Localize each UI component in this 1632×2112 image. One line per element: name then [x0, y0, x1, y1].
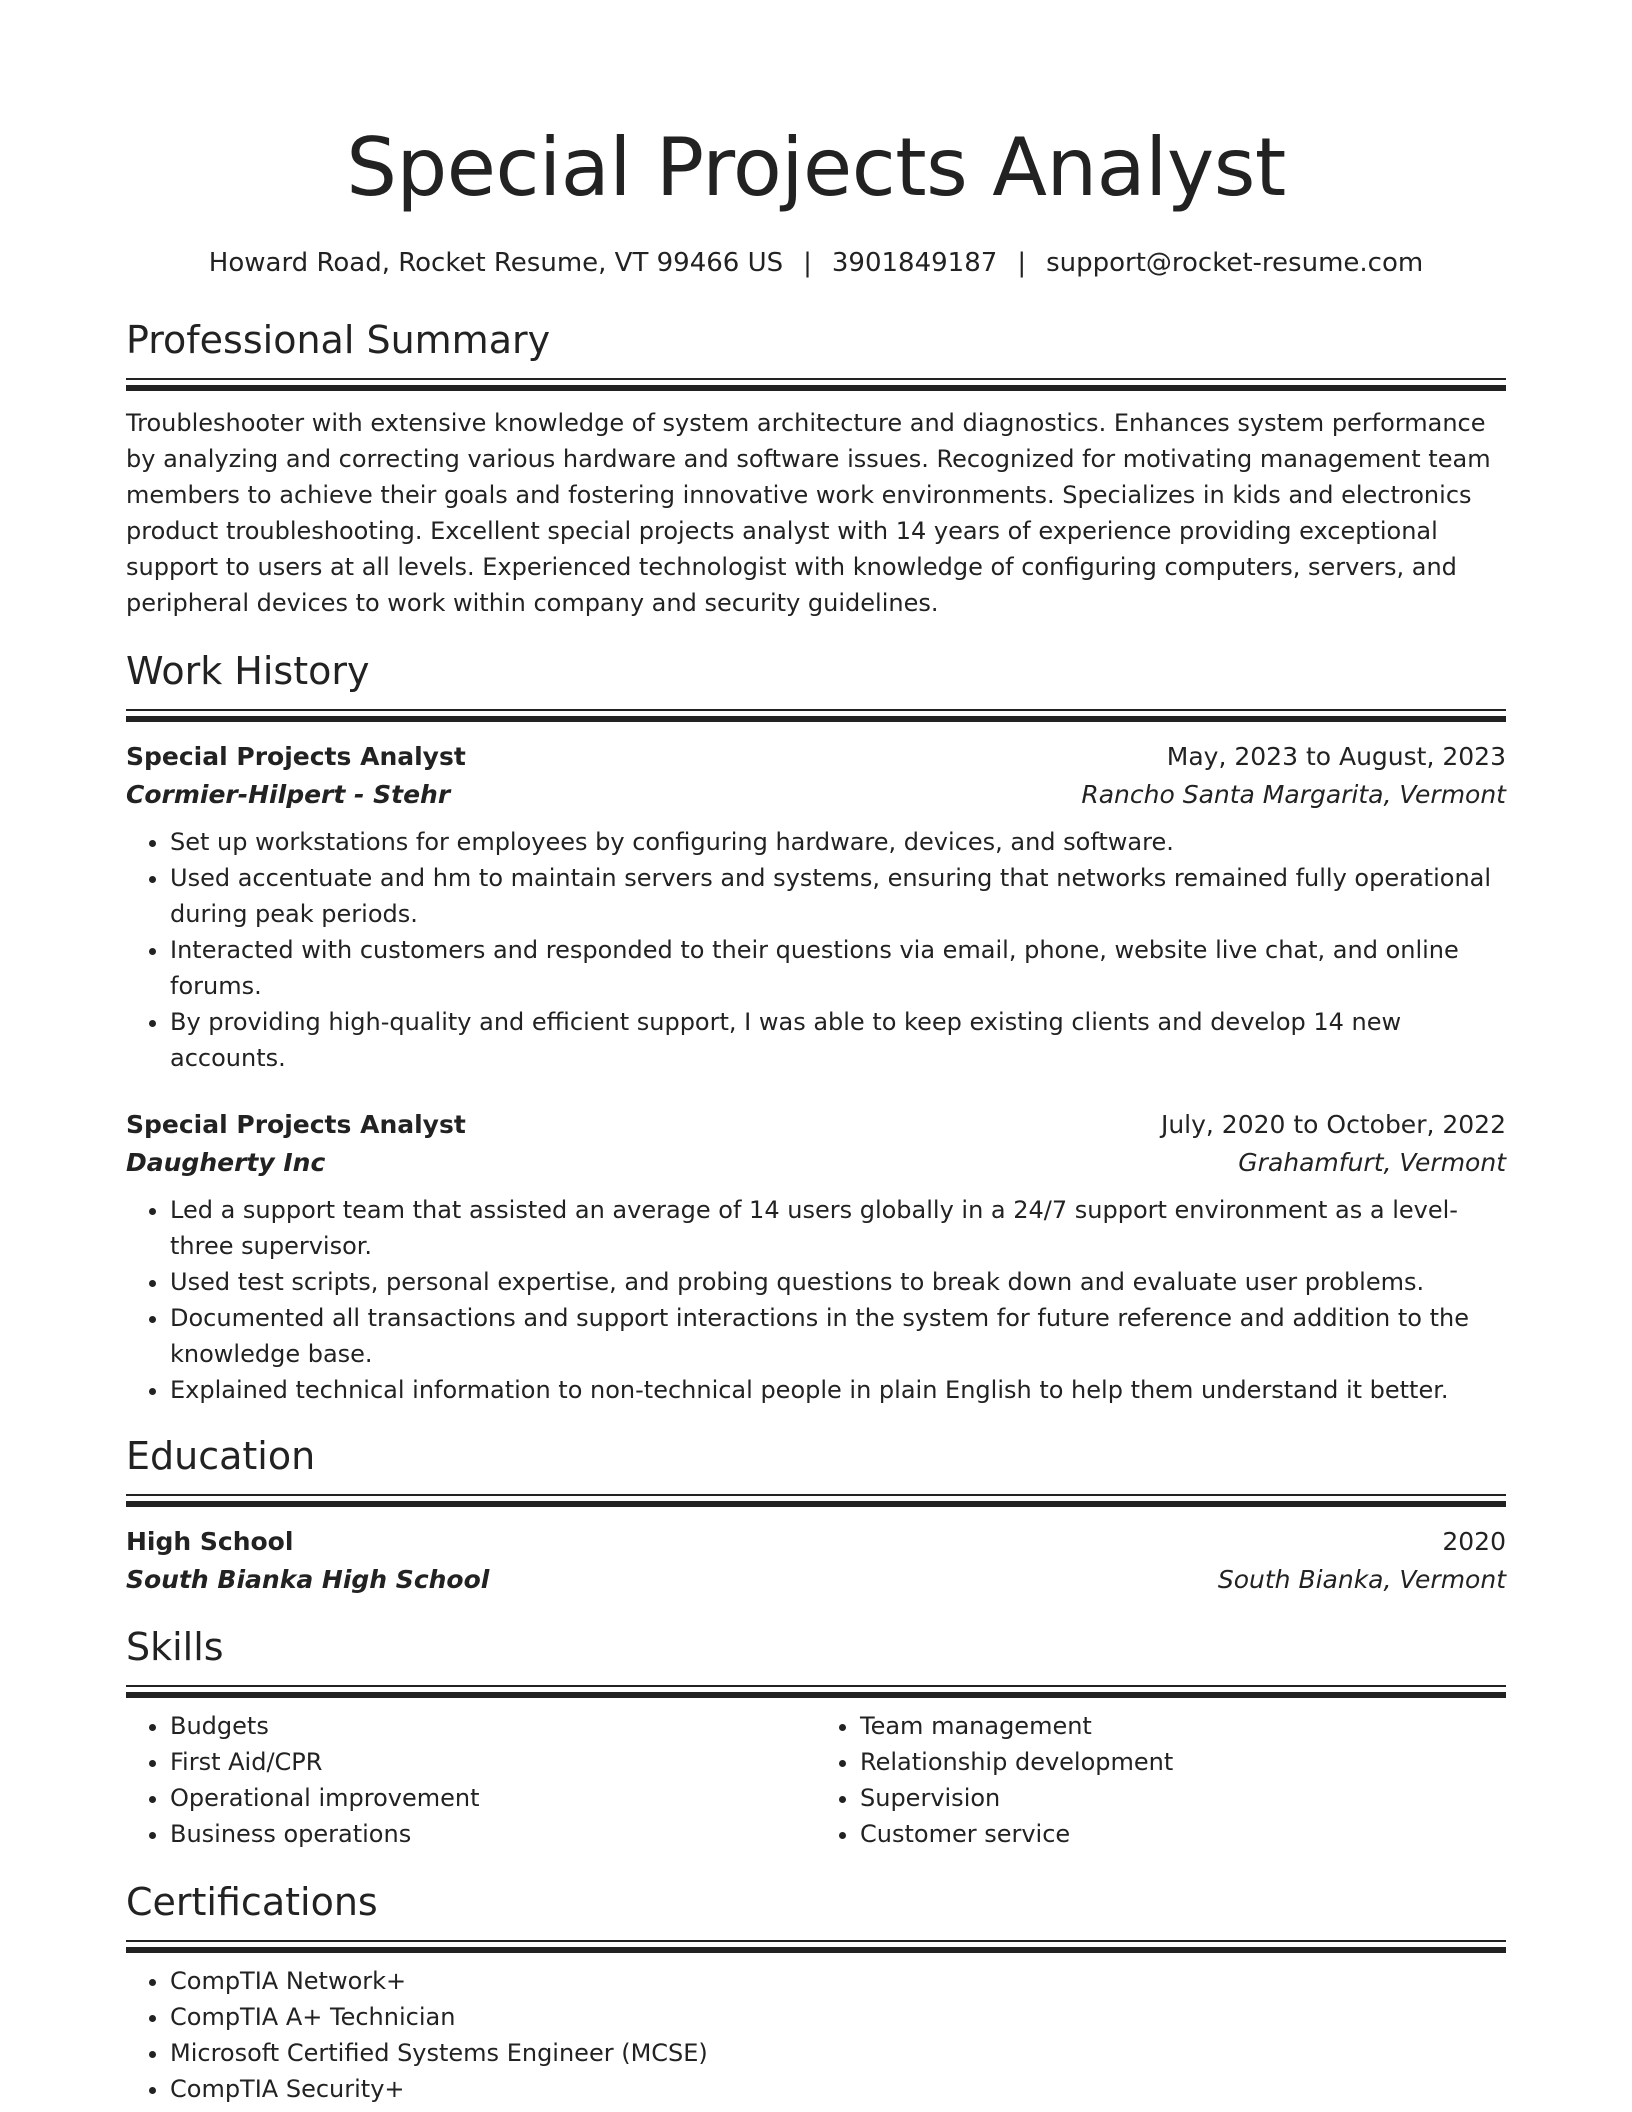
education-year: 2020: [1442, 1527, 1506, 1556]
section-divider: [126, 709, 1506, 722]
job-bullet: • Used accentuate and hm to maintain servers and systems, ensuring that networks remained fully operational during peak periods.: [170, 860, 1506, 932]
job-location: Grahamfurt, Vermont: [1238, 1148, 1506, 1177]
job-bullet: • Explained technical information to non-technical people in plain English to help them understand it better.: [170, 1372, 1506, 1408]
contact-line: [126, 246, 1506, 280]
section-divider: [126, 1494, 1506, 1507]
job-header-row: [126, 1106, 1506, 1144]
education-school-row: [126, 1561, 1506, 1599]
certification-item: • CompTIA Network+: [170, 1963, 1506, 1999]
section-divider: [126, 1940, 1506, 1953]
contact-separator: |: [803, 248, 812, 278]
skills-list-right: [816, 1708, 1506, 1852]
summary-section: [126, 316, 1506, 621]
job-bullet: • Interacted with customers and responded to their questions via email, phone, website live chat, and online forums.: [170, 932, 1506, 1004]
job-company-row: [126, 1144, 1506, 1182]
job-dates: May, 2023 to August, 2023: [1166, 742, 1506, 771]
section-heading-certifications: Certifications: [126, 1880, 378, 1924]
education-header-row: [126, 1523, 1506, 1561]
job-header-row: [126, 738, 1506, 776]
work-history-section: [126, 647, 1506, 1408]
job-dates: July, 2020 to October, 2022: [1160, 1110, 1506, 1139]
skill-item: • Business operations: [170, 1816, 816, 1852]
job-bullet: • By providing high-quality and efficient support, I was able to keep existing clients and develop 14 new accounts.: [170, 1004, 1506, 1076]
section-divider: [126, 1685, 1506, 1698]
skill-item: • Customer service: [860, 1816, 1506, 1852]
section-divider: [126, 378, 1506, 391]
job-entry: [126, 1106, 1506, 1408]
certifications-section: [126, 1878, 1506, 2107]
education-section: [126, 1432, 1506, 1599]
job-company: Daugherty Inc: [126, 1148, 326, 1177]
job-bullet-list: [126, 1192, 1506, 1408]
certification-item: • Microsoft Certified Systems Engineer (MCSE): [170, 2035, 1506, 2071]
job-bullet: • Set up workstations for employees by configuring hardware, devices, and software.: [170, 824, 1506, 860]
contact-phone: 3901849187: [831, 248, 998, 278]
skills-section: [126, 1623, 1506, 1852]
section-heading-summary: Professional Summary: [126, 318, 551, 362]
job-bullet-list: [126, 824, 1506, 1076]
skill-item: • Team management: [860, 1708, 1506, 1744]
certification-item: • CompTIA A+ Technician: [170, 1999, 1506, 2035]
resume-name: Special Projects Analyst: [346, 121, 1286, 214]
skill-item: • Budgets: [170, 1708, 816, 1744]
job-bullet: • Used test scripts, personal expertise, and probing questions to break down and evaluate user problems.: [170, 1264, 1506, 1300]
education-school: South Bianka High School: [126, 1565, 490, 1594]
skills-grid: [126, 1708, 1506, 1852]
education-location: South Bianka, Vermont: [1217, 1565, 1506, 1594]
contact-email: support@rocket-resume.com: [1046, 248, 1424, 278]
job-bullet: • Led a support team that assisted an average of 14 users globally in a 24/7 support environment as a level-three supervisor.: [170, 1192, 1506, 1264]
contact-address: Howard Road, Rocket Resume, VT 99466 US: [208, 248, 784, 278]
job-company: Cormier-Hilpert - Stehr: [126, 780, 451, 809]
job-location: Rancho Santa Margarita, Vermont: [1081, 780, 1506, 809]
certification-item: • CompTIA Security+: [170, 2071, 1506, 2107]
job-bullet: • Documented all transactions and support interactions in the system for future reference and addition to the knowledge base.: [170, 1300, 1506, 1372]
job-title: Special Projects Analyst: [126, 742, 466, 771]
section-heading-skills: Skills: [126, 1625, 224, 1669]
skill-item: • Supervision: [860, 1780, 1506, 1816]
skill-item: • Operational improvement: [170, 1780, 816, 1816]
skill-item: • First Aid/CPR: [170, 1744, 816, 1780]
job-title: Special Projects Analyst: [126, 1110, 466, 1139]
job-company-row: [126, 776, 1506, 814]
education-entry: [126, 1523, 1506, 1599]
certifications-list: [126, 1963, 1506, 2107]
education-degree: High School: [126, 1527, 294, 1556]
summary-text: Troubleshooter with extensive knowledge of system architecture and diagnostics. Enhances system performance by analyzing and correcting various hardware and software issues. Recognized for motivating management team members to achieve their goals and fostering innovative work environments. Specializes in kids and electronics product troubleshooting. Excellent special projects analyst with 14 years of experience providing exceptional support to users at all levels. Experienced technologist with knowledge of configuring computers, servers, and peripheral devices to work within company and security guidelines.: [126, 409, 1491, 617]
contact-separator: |: [1017, 248, 1027, 278]
job-entry: [126, 738, 1506, 1076]
section-heading-education: Education: [126, 1434, 316, 1478]
skill-item: • Relationship development: [860, 1744, 1506, 1780]
section-heading-work-history: Work History: [126, 649, 370, 693]
skills-list-left: [126, 1708, 816, 1852]
